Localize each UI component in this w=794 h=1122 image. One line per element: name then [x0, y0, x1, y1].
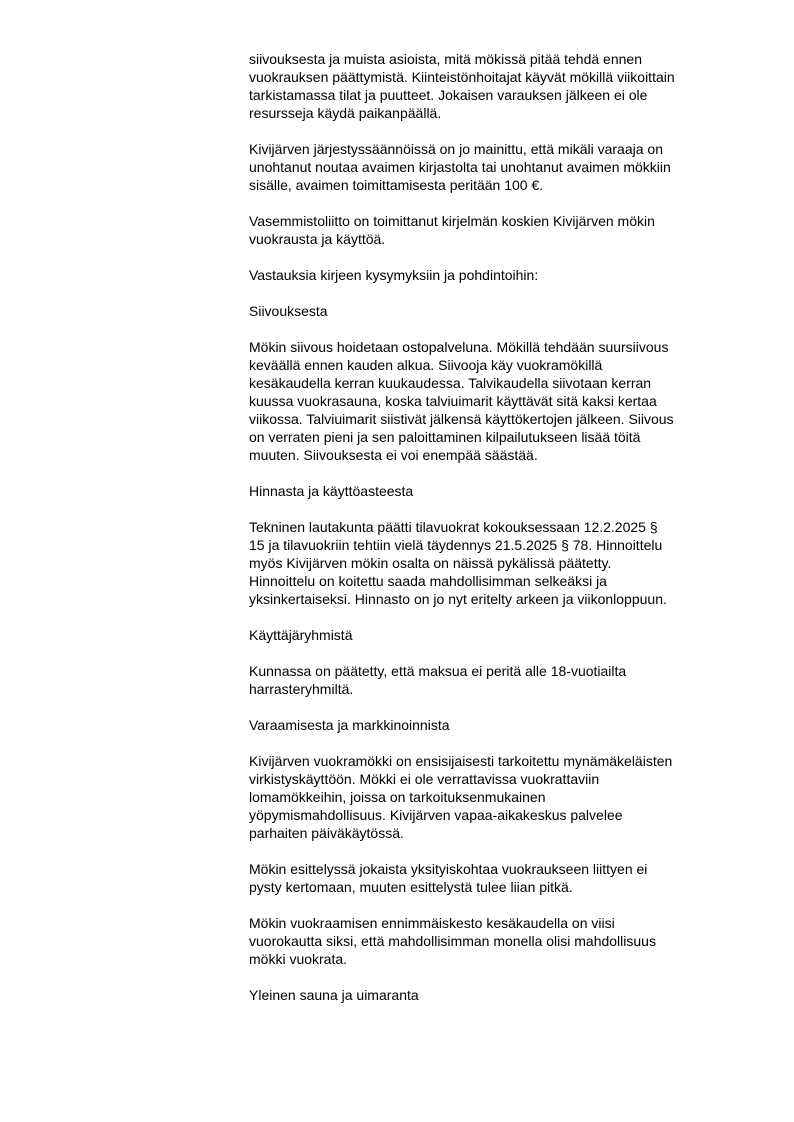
section-heading-booking — [249, 716, 719, 734]
paragraph-cleaning — [249, 338, 719, 464]
text-line: yksinkertaiseksi. Hinnasto on jo nyt eritelty arkeen ja viikonloppuun. — [249, 591, 667, 607]
heading-text: Hinnasta ja käyttöasteesta — [249, 483, 414, 499]
text-line: Mökin vuokraamisen ennimmäiskesto kesäkaudella on viisi — [249, 915, 615, 931]
paragraph-booking — [249, 752, 719, 842]
text-line: Kivijärven vuokramökki on ensisijaisesti tarkoitettu mynämäkeläisten — [249, 753, 673, 769]
text-line: sisälle, avaimen toimittamisesta peritään 100 €. — [249, 177, 544, 193]
text-line: kuussa vuokrasauna, koska talviuimarit käyttävät sitä kaksi kertaa — [249, 393, 657, 409]
text-line: virkistyskäyttöön. Mökki ei ole verrattavissa vuokrattaviin — [249, 771, 600, 787]
heading-text: Yleinen sauna ja uimaranta — [249, 987, 419, 1003]
text-line: lomamökkeihin, joissa on tarkoituksenmukainen — [249, 789, 546, 805]
text-line: viikossa. Talviuimarit siistivät jälkensä käyttökertojen jälkeen. Siivous — [249, 411, 674, 427]
text-line: Tekninen lautakunta päätti tilavuokrat kokouksessaan 12.2.2025 § — [249, 519, 658, 535]
text-line: harrasteryhmiltä. — [249, 681, 354, 697]
text-line: siivouksesta ja muista asioista, mitä mökissä pitää tehdä ennen — [249, 51, 642, 67]
text-line: mökki vuokrata. — [249, 951, 348, 967]
paragraph-cleaning-rules — [249, 50, 719, 122]
text-line: Kunnassa on päätetty, että maksua ei peritä alle 18-vuotiailta — [249, 663, 627, 679]
text-line: vuokrauksen päättymistä. Kiinteistönhoitajat käyvät mökillä viikoittain — [249, 69, 675, 85]
text-line: Mökin siivous hoidetaan ostopalveluna. Mökillä tehdään suursiivous — [249, 339, 669, 355]
heading-text: Käyttäjäryhmistä — [249, 627, 353, 643]
text-line: kesäkaudella kerran kuukaudessa. Talvikaudella siivotaan kerran — [249, 375, 652, 391]
text-line: parhaiten päiväkäytössä. — [249, 825, 404, 841]
paragraph-presentation — [249, 860, 719, 896]
text-line: vuokrausta ja käyttöä. — [249, 231, 386, 247]
text-line: pysty kertomaan, muuten esittelystä tulee liian pitkä. — [249, 879, 573, 895]
text-line: vuorokautta siksi, että mahdollisimman monella olisi mahdollisuus — [249, 933, 656, 949]
text-line: 15 ja tilavuokriin tehtiin vielä täydennys 21.5.2025 § 78. Hinnoittelu — [249, 537, 663, 553]
paragraph-answers-intro — [249, 266, 719, 284]
paragraph-key-fee — [249, 140, 719, 194]
text-line: Kivijärven järjestyssäännöissä on jo mainittu, että mikäli varaaja on — [249, 141, 663, 157]
text-line: Hinnoittelu on koitettu saada mahdollisimman selkeäksi ja — [249, 573, 607, 589]
text-line: muuten. Siivouksesta ei voi enempää säästää. — [249, 447, 538, 463]
heading-text: Varaamisesta ja markkinoinnista — [249, 717, 450, 733]
paragraph-letter-intro — [249, 212, 719, 248]
text-line: yöpymismahdollisuus. Kivijärven vapaa-aikakeskus palvelee — [249, 807, 623, 823]
text-line: resursseja käydä paikanpäällä. — [249, 105, 442, 121]
paragraph-rental-duration — [249, 914, 719, 968]
paragraph-user-groups — [249, 662, 719, 698]
text-line: myös Kivijärven mökin osalta on näissä pykälissä päätetty. — [249, 555, 612, 571]
section-heading-cleaning — [249, 302, 719, 320]
text-line: tarkistamassa tilat ja puutteet. Jokaisen varauksen jälkeen ei ole — [249, 87, 648, 103]
heading-text: Siivouksesta — [249, 303, 328, 319]
text-line: on verraten pieni ja sen paloittaminen kilpailutukseen lisää töitä — [249, 429, 641, 445]
paragraph-pricing — [249, 518, 719, 608]
text-line: Mökin esittelyssä jokaista yksityiskohtaa vuokraukseen liittyen ei — [249, 861, 648, 877]
section-heading-pricing — [249, 482, 719, 500]
text-line: Vasemmistoliitto on toimittanut kirjelmän koskien Kivijärven mökin — [249, 213, 655, 229]
section-heading-user-groups — [249, 626, 719, 644]
text-line: keväällä ennen kauden alkua. Siivooja käy vuokramökillä — [249, 357, 603, 373]
document-page — [249, 50, 719, 1022]
text-line: unohtanut noutaa avaimen kirjastolta tai unohtanut avaimen mökkiin — [249, 159, 671, 175]
text-line: Vastauksia kirjeen kysymyksiin ja pohdintoihin: — [249, 267, 539, 283]
section-heading-sauna-beach — [249, 986, 719, 1004]
